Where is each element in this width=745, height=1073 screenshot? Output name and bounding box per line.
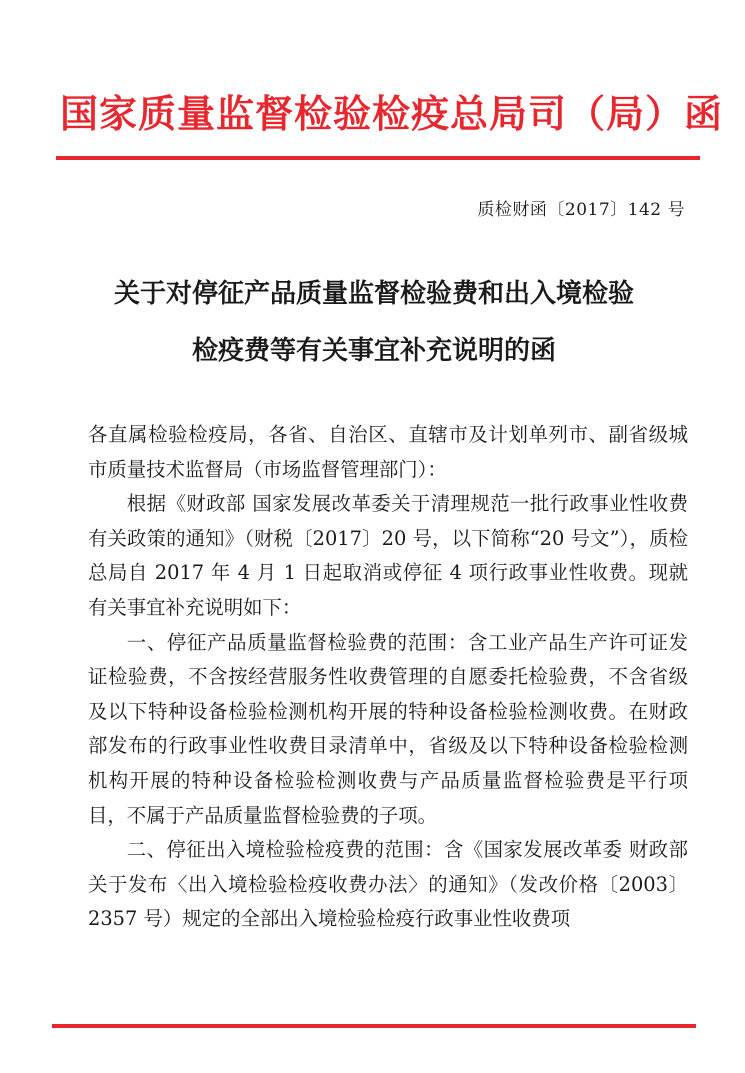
paragraph-3: 二、停征出入境检验检疫费的范围：含《国家发展改革委 财政部关于发布〈出入境检验检疫收费办法〉的通知》（发改价格〔2003〕2357 号）规定的全部出入境检验检疫行政事业性收费项 — [88, 838, 688, 931]
document-number: 质检财函〔2017〕142 号 — [477, 200, 685, 220]
document-body — [88, 418, 688, 937]
salutation: 各直属检验检疫局，各省、自治区、直辖市及计划单列市、副省级城市质量技术监督局（市场监督管理部门）： — [88, 423, 688, 481]
document-title-line-2: 检疫费等有关事宜补充说明的函 — [191, 336, 556, 366]
paragraph-2: 一、停征产品质量监督检验费的范围：含工业产品生产许可证发证检验费，不含按经营服务性收费管理的自愿委托检验费，不含省级及以下特种设备检验检测机构开展的特种设备检验检测收费。在财政部发布的行政事业性收费目录清单中，省级及以下特种设备检验检测机构开展的特种设备检验检测收费与产品质量监督检验费是平行项目，不属于产品质量监督检验费的子项。 — [88, 630, 688, 827]
document-title — [60, 266, 688, 380]
letterhead-title: 国家质量监督检验检疫总局司（局）函 — [60, 92, 724, 136]
paragraph-1: 根据《财政部 国家发展改革委关于清理规范一批行政事业性收费有关政策的通知》（财税〔2017〕20 号，以下简称“20 号文”），质检总局自 2017 年 4 月 1 日起取消或停征 4 项行政事业性收费。现就有关事宜补充说明如下： — [88, 492, 688, 619]
letterhead-red-rule — [56, 156, 700, 160]
document-title-line-1: 关于对停征产品质量监督检验费和出入境检验 — [113, 279, 634, 309]
footer-red-rule — [52, 1024, 696, 1028]
